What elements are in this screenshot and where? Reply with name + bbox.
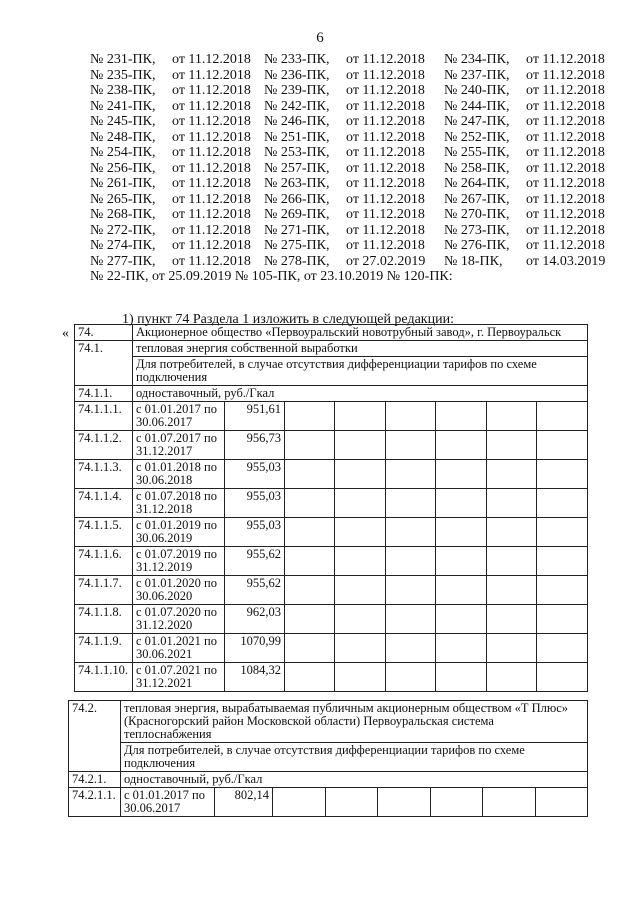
decree-number: № 248-ПК, — [90, 129, 156, 145]
decree-date: от 11.12.2018 — [172, 222, 251, 238]
decree-list-tail: № 22-ПК, от 25.09.2019 № 105-ПК, от 23.10.2019 № 120-ПК: — [90, 269, 453, 284]
decree-row — [90, 161, 625, 177]
decree-number: № 239-ПК, — [264, 83, 330, 98]
energy-type: тепловая энергия, вырабатываемая публичным акционерным обществом «Т Плюс» (Красногорский район Московской области) Первоуральская система теплоснабжения — [121, 701, 588, 743]
empty-cell — [285, 576, 335, 605]
empty-cell — [486, 547, 536, 576]
decree-number: № 256-ПК, — [90, 160, 156, 176]
decree-number: № 238-ПК, — [90, 83, 156, 98]
table-row — [75, 341, 588, 357]
period-cell: с 01.07.2020 по 31.12.2020 — [133, 605, 225, 634]
empty-cell — [285, 460, 335, 489]
decree-date: от 11.12.2018 — [346, 98, 425, 114]
amendment-intro: 1) пункт 74 Раздела 1 изложить в следующей редакции: — [122, 312, 454, 327]
decree-number: № 252-ПК, — [444, 129, 510, 145]
empty-cell — [537, 489, 588, 518]
table-row — [75, 386, 588, 402]
decree-row — [90, 130, 625, 146]
decree-number: № 247-ПК, — [444, 114, 510, 129]
decree-number: № 273-ПК, — [444, 222, 510, 238]
empty-cell — [385, 576, 435, 605]
decree-number: № 264-ПК, — [444, 176, 510, 191]
consumer-category: Для потребителей, в случае отсутствия дифференциации тарифов по схеме подключения — [133, 357, 588, 386]
empty-cell — [335, 460, 385, 489]
energy-type: тепловая энергия собственной выработки — [133, 341, 588, 357]
empty-cell — [335, 634, 385, 663]
decree-row — [90, 114, 625, 130]
decree-date: от 11.12.2018 — [526, 222, 605, 238]
decree-date: от 27.02.2019 — [346, 253, 426, 269]
decree-number: № 255-ПК, — [444, 145, 510, 160]
table-row — [75, 518, 588, 547]
empty-cell — [335, 547, 385, 576]
period-cell: с 01.01.2018 по 30.06.2018 — [133, 460, 225, 489]
empty-cell — [486, 431, 536, 460]
decree-number: № 231-ПК, — [90, 52, 156, 67]
table-row — [75, 576, 588, 605]
decree-number: № 233-ПК, — [264, 52, 330, 67]
empty-cell — [537, 402, 588, 431]
period-cell: с 01.01.2019 по 30.06.2019 — [133, 518, 225, 547]
empty-cell — [486, 402, 536, 431]
decree-date: от 11.12.2018 — [346, 191, 425, 207]
decree-number: № 258-ПК, — [444, 160, 510, 176]
decree-number: № 241-ПК, — [90, 98, 156, 114]
decree-date: от 11.12.2018 — [346, 114, 425, 129]
period-cell: с 01.07.2021 по 31.12.2021 — [133, 663, 225, 692]
empty-cell — [385, 518, 435, 547]
empty-cell — [273, 788, 326, 817]
empty-cell — [385, 402, 435, 431]
decree-row — [90, 238, 625, 254]
empty-cell — [537, 576, 588, 605]
decree-number: № 271-ПК, — [264, 222, 330, 238]
table-row — [75, 460, 588, 489]
period-cell: с 01.01.2017 по 30.06.2017 — [133, 402, 225, 431]
decree-date: от 11.12.2018 — [172, 114, 251, 129]
empty-cell — [436, 634, 486, 663]
decree-row — [90, 223, 625, 239]
decree-list — [90, 52, 625, 285]
tariff-value: 955,62 — [225, 576, 285, 605]
table-row — [75, 431, 588, 460]
decree-date: от 11.12.2018 — [172, 52, 251, 67]
empty-cell — [335, 431, 385, 460]
empty-cell — [335, 663, 385, 692]
decree-number: № 275-ПК, — [264, 238, 330, 253]
decree-date: от 11.12.2018 — [172, 160, 251, 176]
table-row — [69, 788, 588, 817]
decree-number: № 269-ПК, — [264, 207, 330, 222]
decree-date: от 11.12.2018 — [172, 145, 251, 160]
empty-cell — [385, 460, 435, 489]
empty-cell — [436, 489, 486, 518]
empty-cell — [537, 663, 588, 692]
table-row — [75, 489, 588, 518]
row-number: 74.1.1.2. — [75, 431, 133, 460]
empty-cell — [537, 460, 588, 489]
decree-number: № 18-ПК, — [444, 253, 503, 269]
decree-date: от 11.12.2018 — [526, 114, 605, 129]
empty-cell — [483, 788, 536, 817]
row-number: 74.2. — [69, 701, 121, 772]
decree-date: от 11.12.2018 — [172, 253, 251, 269]
empty-cell — [385, 431, 435, 460]
empty-cell — [385, 663, 435, 692]
empty-cell — [385, 547, 435, 576]
decree-date: от 11.12.2018 — [346, 176, 425, 191]
empty-cell — [436, 576, 486, 605]
decree-number: № 254-ПК, — [90, 145, 156, 160]
tariff-value: 1084,32 — [225, 663, 285, 692]
empty-cell — [436, 518, 486, 547]
row-number: 74.1.1. — [75, 386, 133, 402]
decree-number: № 244-ПК, — [444, 98, 510, 114]
decree-date: от 11.12.2018 — [172, 176, 251, 191]
table-row — [75, 325, 588, 341]
row-number: 74.1.1.5. — [75, 518, 133, 547]
row-number: 74.1.1.1. — [75, 402, 133, 431]
tariff-table-74-1 — [74, 324, 588, 692]
organization-name: Акционерное общество «Первоуральский новотрубный завод», г. Первоуральск — [133, 325, 588, 341]
decree-date: от 11.12.2018 — [346, 238, 425, 253]
decree-number: № 251-ПК, — [264, 129, 330, 145]
decree-date: от 14.03.2019 — [526, 253, 606, 269]
tariff-value: 802,14 — [215, 788, 273, 817]
table-row — [75, 605, 588, 634]
period-cell: с 01.01.2020 по 30.06.2020 — [133, 576, 225, 605]
empty-cell — [436, 460, 486, 489]
empty-cell — [285, 634, 335, 663]
row-number: 74.1.1.4. — [75, 489, 133, 518]
decree-date: от 11.12.2018 — [526, 238, 605, 253]
decree-number: № 235-ПК, — [90, 67, 156, 83]
decree-date: от 11.12.2018 — [172, 238, 251, 253]
empty-cell — [537, 605, 588, 634]
decree-number: № 240-ПК, — [444, 83, 510, 98]
tariff-value: 962,03 — [225, 605, 285, 634]
page-number: 6 — [316, 30, 324, 46]
row-number: 74.1. — [75, 341, 133, 386]
empty-cell — [285, 431, 335, 460]
decree-date: от 11.12.2018 — [526, 52, 605, 67]
empty-cell — [325, 788, 378, 817]
empty-cell — [486, 663, 536, 692]
empty-cell — [385, 634, 435, 663]
row-number: 74.2.1. — [69, 772, 121, 788]
row-number: 74.1.1.6. — [75, 547, 133, 576]
decree-number: № 245-ПК, — [90, 114, 156, 129]
empty-cell — [385, 605, 435, 634]
decree-row — [90, 192, 625, 208]
empty-cell — [335, 489, 385, 518]
empty-cell — [335, 605, 385, 634]
empty-cell — [285, 402, 335, 431]
row-number: 74.1.1.8. — [75, 605, 133, 634]
table-row — [75, 547, 588, 576]
table-row — [75, 357, 588, 386]
row-number: 74. — [75, 325, 133, 341]
decree-date: от 11.12.2018 — [526, 145, 605, 160]
decree-number: № 246-ПК, — [264, 114, 330, 129]
decree-date: от 11.12.2018 — [346, 207, 425, 222]
empty-cell — [285, 547, 335, 576]
table-row — [69, 743, 588, 772]
empty-cell — [486, 489, 536, 518]
decree-number: № 242-ПК, — [264, 98, 330, 114]
tariff-value: 956,73 — [225, 431, 285, 460]
tariff-type: одноставочный, руб./Гкал — [133, 386, 588, 402]
decree-number: № 236-ПК, — [264, 67, 330, 83]
decree-row — [90, 254, 625, 270]
decree-number: № 253-ПК, — [264, 145, 330, 160]
table-row — [75, 663, 588, 692]
decree-date: от 11.12.2018 — [172, 98, 251, 114]
row-number: 74.1.1.10. — [75, 663, 133, 692]
row-number: 74.2.1.1. — [69, 788, 121, 817]
tariff-value: 955,03 — [225, 489, 285, 518]
decree-row — [90, 52, 625, 68]
decree-date: от 11.12.2018 — [526, 67, 605, 83]
table-row — [75, 634, 588, 663]
decree-date: от 11.12.2018 — [526, 129, 605, 145]
tariff-value: 955,62 — [225, 547, 285, 576]
decree-date: от 11.12.2018 — [172, 191, 251, 207]
tariff-type: одноставочный, руб./Гкал — [121, 772, 588, 788]
empty-cell — [537, 547, 588, 576]
empty-cell — [537, 518, 588, 547]
period-cell: с 01.07.2019 по 31.12.2019 — [133, 547, 225, 576]
decree-number: № 268-ПК, — [90, 207, 156, 222]
decree-row — [90, 83, 625, 99]
period-cell: с 01.01.2017 по 30.06.2017 — [121, 788, 215, 817]
empty-cell — [285, 489, 335, 518]
decree-date: от 11.12.2018 — [346, 83, 425, 98]
empty-cell — [378, 788, 431, 817]
decree-date: от 11.12.2018 — [172, 207, 251, 222]
empty-cell — [486, 605, 536, 634]
decree-date: от 11.12.2018 — [172, 129, 251, 145]
empty-cell — [486, 460, 536, 489]
decree-number: № 277-ПК, — [90, 253, 156, 269]
decree-number: № 265-ПК, — [90, 191, 156, 207]
empty-cell — [436, 431, 486, 460]
decree-date: от 11.12.2018 — [526, 98, 605, 114]
decree-date: от 11.12.2018 — [526, 191, 605, 207]
decree-row — [90, 68, 625, 84]
empty-cell — [537, 634, 588, 663]
tariff-table-74-2 — [68, 700, 588, 817]
row-number: 74.1.1.7. — [75, 576, 133, 605]
decree-date: от 11.12.2018 — [526, 176, 605, 191]
decree-date: от 11.12.2018 — [346, 52, 425, 67]
empty-cell — [285, 518, 335, 547]
empty-cell — [436, 402, 486, 431]
decree-number: № 272-ПК, — [90, 222, 156, 238]
row-number: 74.1.1.3. — [75, 460, 133, 489]
empty-cell — [335, 402, 385, 431]
empty-cell — [486, 634, 536, 663]
decree-number: № 234-ПК, — [444, 52, 510, 67]
decree-date: от 11.12.2018 — [526, 207, 605, 222]
tariff-value: 1070,99 — [225, 634, 285, 663]
decree-row — [90, 207, 625, 223]
empty-cell — [537, 431, 588, 460]
decree-number: № 263-ПК, — [264, 176, 330, 191]
decree-date: от 11.12.2018 — [172, 83, 251, 98]
period-cell: с 01.07.2017 по 31.12.2017 — [133, 431, 225, 460]
period-cell: с 01.01.2021 по 30.06.2021 — [133, 634, 225, 663]
table-row — [69, 701, 588, 743]
decree-number: № 237-ПК, — [444, 67, 510, 83]
empty-cell — [436, 663, 486, 692]
decree-row — [90, 99, 625, 115]
decree-date: от 11.12.2018 — [526, 160, 605, 176]
empty-cell — [385, 489, 435, 518]
tariff-value: 951,61 — [225, 402, 285, 431]
decree-number: № 266-ПК, — [264, 191, 330, 207]
decree-number: № 257-ПК, — [264, 160, 330, 176]
decree-date: от 11.12.2018 — [172, 67, 251, 83]
empty-cell — [285, 605, 335, 634]
table-row — [69, 772, 588, 788]
decree-date: от 11.12.2018 — [346, 145, 425, 160]
decree-number: № 261-ПК, — [90, 176, 156, 191]
table-row — [75, 402, 588, 431]
empty-cell — [436, 605, 486, 634]
empty-cell — [430, 788, 483, 817]
empty-cell — [285, 663, 335, 692]
empty-cell — [486, 518, 536, 547]
period-cell: с 01.07.2018 по 31.12.2018 — [133, 489, 225, 518]
decree-number: № 274-ПК, — [90, 238, 156, 253]
empty-cell — [535, 788, 588, 817]
tariff-value: 955,03 — [225, 460, 285, 489]
decree-date: от 11.12.2018 — [346, 160, 425, 176]
decree-number: № 278-ПК, — [264, 253, 330, 269]
decree-date: от 11.12.2018 — [346, 222, 425, 238]
row-number: 74.1.1.9. — [75, 634, 133, 663]
decree-date: от 11.12.2018 — [526, 83, 605, 98]
decree-number: № 267-ПК, — [444, 191, 510, 207]
empty-cell — [335, 518, 385, 547]
decree-date: от 11.12.2018 — [346, 129, 425, 145]
empty-cell — [335, 576, 385, 605]
empty-cell — [436, 547, 486, 576]
opening-quote: « — [62, 326, 69, 341]
decree-number: № 276-ПК, — [444, 238, 510, 253]
decree-date: от 11.12.2018 — [346, 67, 425, 83]
decree-number: № 270-ПК, — [444, 207, 510, 222]
decree-row — [90, 145, 625, 161]
consumer-category: Для потребителей, в случае отсутствия дифференциации тарифов по схеме подключения — [121, 743, 588, 772]
tariff-value: 955,03 — [225, 518, 285, 547]
decree-row — [90, 176, 625, 192]
empty-cell — [486, 576, 536, 605]
